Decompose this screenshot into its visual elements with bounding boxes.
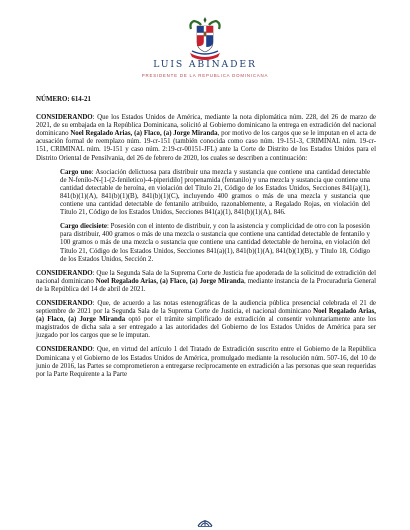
- paragraph-text: , mediante instancia de la Procuraduría General de la República del 14 de abril de 2021.: [36, 277, 376, 293]
- paragraph-lead: CONSIDERANDO: [36, 346, 93, 354]
- paragraph-text: : Que los Estados Unidos de América, mediante la nota diplomática núm. 228, del 26 de marzo de 2021, de su embajada en la República Dominicana, solicitó al Gobierno dominicano la entrega en extradición del nacional dominicano: [36, 114, 376, 138]
- decree-number: NÚMERO: 614-21: [36, 96, 91, 103]
- footer-ornament-icon: [196, 517, 214, 527]
- considerando-paragraph-4: [36, 346, 376, 378]
- person-name: Noel Regalado Arias, (a) Flaco, (a) Jorge Miranda: [95, 277, 245, 285]
- paragraph-text: : Que, en virtud del artículo 1 del Tratado de Extradición suscrito entre el Gobierno de la República Dominicana y el Gobierno de los Estados Unidos de América, promulgado mediante la resolución núm. 507-16, del 10 de junio de 2016, las Partes se comprometieron a entregarse recíprocamente en extradición a las personas que sean requeridas por la Parte Requirente a la Parte: [36, 346, 376, 378]
- considerando-paragraph-3: [36, 300, 376, 340]
- paragraph-text: , por motivo de los cargos que se le imputan en el acta de acusación formal de reemplazo núm. 19-cr-151 (también conocida como caso núm. 19-151-3, CRIMINAL núm. 19-cr-151, CRIMINAL núm. 19-151 y caso núm. 2:19-cr-00151-JFL) ante la Corte de Distrito de los Estados Unidos para el Distrito Oriental de Pensilvania, del 26 de febrero de 2020, los cuales se describen a continuación:: [36, 130, 376, 162]
- paragraph-lead: CONSIDERANDO: [36, 114, 93, 122]
- person-name: Noel Regalado Arias, (a) Flaco, (a) Jorge Miranda: [70, 130, 218, 138]
- considerando-paragraph-1: [36, 114, 376, 163]
- paragraph-lead: CONSIDERANDO: [36, 299, 93, 307]
- considerando-paragraph-2: [36, 270, 376, 294]
- paragraph-lead: CONSIDERANDO: [36, 269, 93, 277]
- paragraph-text: : Que, de acuerdo a las notas estenográficas de la audiencia pública presencial celebrada el 21 de septiembre de 2021 por la Segunda Sala de la Suprema Corte de Justicia, el nacional dominicano: [36, 299, 376, 316]
- charge-lead: Cargo uno: [60, 168, 92, 176]
- charge-text: : Posesión con el intento de distribuir, y con la asistencia y complicidad de otro con la posesión para distribuir, 400 gramos o más de una mezcla o sustancia que contiene una cantidad detectable de fentanilo y 100 gramos o más de una mezcla o sustancia que contiene una cantidad detectable de heroína, en violación del Título 21, Código de los Estados Unidos, Secciones 841(a)(1), 841(b)(1)(A), 841(b)(1)(B), y Título 18, Código de los Estados Unidos, Sección 2.: [60, 223, 370, 263]
- paragraph-text: : Que la Segunda Sala de la Suprema Corte de Justicia fue apoderada de la solicitud de extradición del nacional dominicano: [36, 269, 376, 285]
- charge-one: [60, 169, 370, 218]
- president-name: LUIS ABINADER: [153, 59, 257, 70]
- person-name: Noel Regalado Arias, (a) Flaco, (a) Jorge Miranda: [36, 308, 376, 324]
- president-subtitle: PRESIDENTE DE LA REPUBLICA DOMINICANA: [141, 73, 269, 78]
- charge-lead: Cargo diecisiete: [60, 223, 107, 231]
- document-body: [36, 90, 376, 385]
- charge-seventeen: [60, 223, 370, 263]
- charge-text: : Asociación delictuosa para distribuir una mezcla y sustancia que contiene una cantidad detectable de N-fenilo-N-[1-(2-feniletico)-4-piperidilo] propenamida (fentanilo) y una mezcla y sustancia que contiene una cantidad detectable de heroína, en violación del Título 21, Código de los Estados Unidos, Secciones 841(a)(1), 841(b)(1)(A), 841(b)(1)(B), 841(b)(1)(C), incluyendo 400 gramos o más de una mezcla y sustancia que contiene una cantidad detectable de fentanilo atribuido, razonablemente, a Regalado Rojas, en violación del Título 21, Código de los Estados Unidos, Secciones 841(a)(1), 841(b)(1)(A), 846.: [60, 168, 371, 217]
- coat-of-arms-icon: [186, 15, 224, 63]
- paragraph-text: optó por el trámite simplificado de extradición al consentir voluntariamente ante los magistrados de dicha sala a ser entregado a las autoridades del Gobierno de los Estados Unidos de América para ser juzgado por los cargos que se le imputan.: [36, 316, 376, 340]
